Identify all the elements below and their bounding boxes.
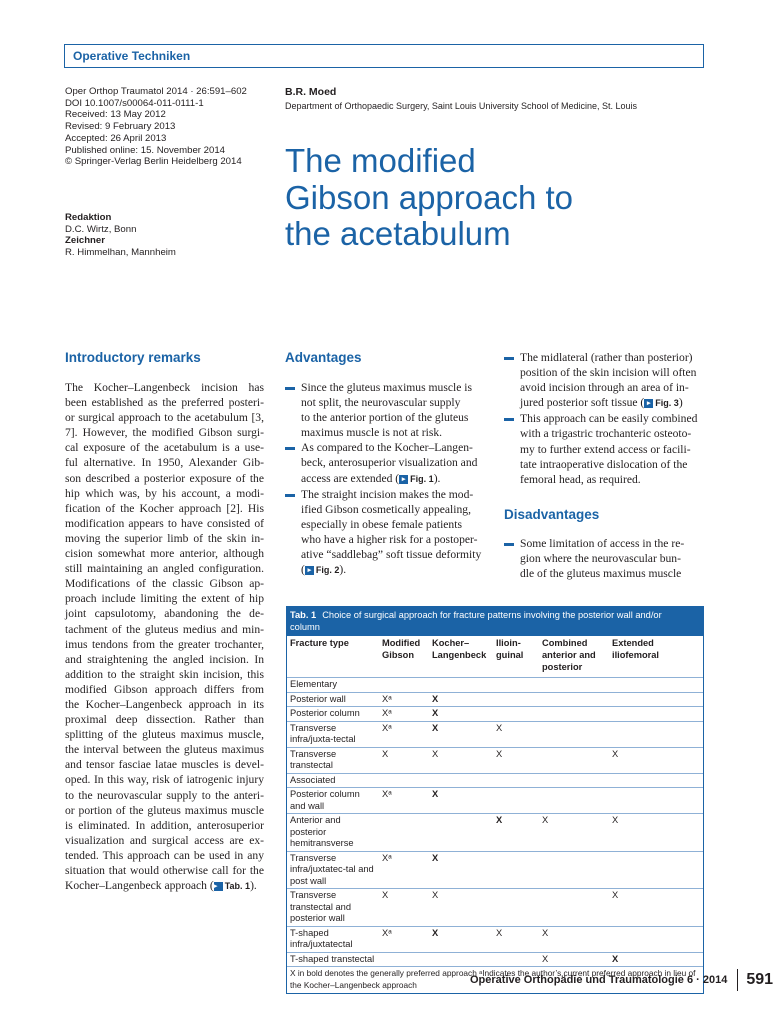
section-header-bar <box>64 44 704 68</box>
table-cell <box>493 889 539 927</box>
meta-line: Accepted: 26 April 2013 <box>65 132 167 144</box>
table-caption-text: column <box>290 622 320 632</box>
intro-line: moving the superior limb of the skin in- <box>65 531 264 545</box>
table-cell <box>539 773 609 788</box>
bullet-line: ative “saddlebag” soft tissue deformity <box>301 548 482 562</box>
table-row <box>287 747 703 773</box>
table-cell: X <box>429 788 493 814</box>
table-row-label: Posterior column <box>287 707 379 722</box>
table-cell <box>429 773 493 788</box>
table-row <box>287 814 703 852</box>
intro-line: the interval between the gluteus maximus <box>65 743 264 757</box>
bullet-line: Some limitation of access in the re- <box>520 537 685 550</box>
table-row <box>287 721 703 747</box>
table-cell: X <box>493 747 539 773</box>
table-cell: X <box>493 721 539 747</box>
editors-block <box>65 212 176 259</box>
table-cell: Xᵃ <box>379 692 429 707</box>
figure-ref-icon: ▸ <box>399 475 408 484</box>
table-row <box>287 851 703 889</box>
bullet-dash <box>285 494 295 497</box>
table-cell: X <box>539 952 609 966</box>
table-cell <box>429 814 493 852</box>
intro-line: son described a posterior exposure of the <box>65 471 264 485</box>
bullet-line: dle of the gluteus maximus muscle <box>520 567 682 581</box>
intro-line: ful alternative. In 1950, Alexander Gib- <box>65 456 264 470</box>
intro-line: addition to the straight skin incision, this <box>65 667 264 681</box>
redaktion-label: Redaktion <box>65 212 112 223</box>
table-header-cell: Combined anterior and posterior <box>542 638 596 672</box>
bullet-dash <box>285 447 295 450</box>
intro-line: the Kocher–Langenbeck approach in its <box>65 697 264 711</box>
table-cell: X <box>429 851 493 889</box>
table-cell <box>379 814 429 852</box>
table-row-label: Transverse infra/juxtatec-tal and post wall <box>287 851 379 889</box>
intro-line: been established as the preferred posteri- <box>65 396 264 410</box>
table-cell: Xᵃ <box>379 707 429 722</box>
table-cell: X <box>493 814 539 852</box>
bullet-line: The midlateral (rather than posterior) <box>520 351 693 364</box>
advantages-heading: Advantages <box>285 350 362 365</box>
bullet-line: This approach can be easily combined <box>520 412 698 426</box>
intro-line: Modifications of the classic Gibson ap- <box>65 577 264 591</box>
bullet-line: ified Gibson cosmetically appealing, <box>301 502 471 516</box>
footer-divider <box>737 969 738 991</box>
bullet-line: tate intraoperative dislocation of the <box>520 457 688 471</box>
intro-line: situation that would otherwise call for the <box>65 864 264 877</box>
bullet-line: jured posterior soft tissue ( ▸ Fig. 3) <box>520 395 706 411</box>
table-cell: X <box>429 926 493 952</box>
intro-line: hip which was, by his account, a modi- <box>65 486 264 500</box>
figure-reference-link[interactable]: ▸ Fig. 2 <box>305 563 340 578</box>
table-row-label: Associated <box>287 773 379 788</box>
intro-line: modified Gibson approach differs from <box>65 682 264 696</box>
table-cell: X <box>429 692 493 707</box>
table-cell: X <box>429 747 493 773</box>
intro-line: proach include limiting the extent of hip <box>65 592 264 606</box>
bullet-line: not split, the neurovascular supply <box>301 396 461 410</box>
table-reference-link[interactable]: ▸ Tab. 1 <box>213 881 251 892</box>
meta-line: © Springer-Verlag Berlin Heidelberg 2014 <box>65 156 242 168</box>
table-cell <box>493 952 539 966</box>
table-caption-text: Choice of surgical approach for fracture patterns involving the posterior wall and/or <box>322 610 662 620</box>
intro-line: or surgical approach to the acetabulum [3, <box>65 411 264 425</box>
table-header-cell: Modified Gibson <box>382 638 421 660</box>
intro-line: tended. This approach can be used in any <box>65 848 264 862</box>
intro-line: is eliminated. In addition, anterosuperior <box>65 818 264 832</box>
intro-line: tachment of the gluteus medius and min- <box>65 622 264 636</box>
intro-line: imus tendons from the greater trochanter, <box>65 637 264 651</box>
intro-text <box>65 380 264 894</box>
table-cell <box>379 773 429 788</box>
meta-line: Revised: 9 February 2013 <box>65 121 176 133</box>
table-row <box>287 926 703 952</box>
figure-ref-icon: ▸ <box>644 399 653 408</box>
section-label: Operative Techniken <box>73 49 191 63</box>
bullet-dash <box>504 543 514 546</box>
table-cell <box>539 721 609 747</box>
table-header-cell: Fracture type <box>290 638 349 648</box>
table-cell: X <box>609 889 703 927</box>
bullet-line: avoid incision through an area of in- <box>520 381 689 395</box>
table-cell <box>493 707 539 722</box>
disadvantage-item <box>504 536 706 581</box>
table-row-label: T-shaped transtectal <box>287 952 379 966</box>
bullet-line: access are extended ( ▸ Fig. 1). <box>301 471 485 487</box>
meta-line: Published online: 15. November 2014 <box>65 144 226 156</box>
table-cell <box>539 692 609 707</box>
table-cell: X <box>379 889 429 927</box>
footnote-line: X in bold denotes the generally preferred approach ᵃIndicates the author’s current preferred approach in lieu of <box>290 968 696 978</box>
table-row <box>287 788 703 814</box>
meta-line: DOI 10.1007/s00064-011-0111-1 <box>65 97 204 109</box>
intro-line: to the neurovascular supply to the anteri- <box>65 788 264 802</box>
meta-line: Received: 13 May 2012 <box>65 109 166 121</box>
table-cell: X <box>429 889 493 927</box>
figure-reference-link[interactable]: ▸ Fig. 1 <box>399 472 434 487</box>
intro-line: modification appears to have consisted of <box>65 516 264 530</box>
table-header-cell: Extended iliofemoral <box>612 638 660 660</box>
author-affiliation: Department of Orthopaedic Surgery, Saint Louis University School of Medicine, St. Louis <box>285 101 638 111</box>
intro-line: and straightening the angled incision. In <box>65 652 264 666</box>
table-cell <box>539 788 609 814</box>
intro-line: visualization and surgical access are ex- <box>65 833 264 847</box>
table-row-label: Transverse transtectal <box>287 747 379 773</box>
table-cell: Xᵃ <box>379 926 429 952</box>
redaktion-name: D.C. Wirtz, Bonn <box>65 223 137 235</box>
table-row-label: Anterior and posterior hemitransverse <box>287 814 379 852</box>
bullet-line: As compared to the Kocher–Langen- <box>301 441 473 455</box>
table-row-label: Transverse infra/juxta-tectal <box>287 721 379 747</box>
table-header-cell: Kocher–Langenbeck <box>432 638 487 660</box>
intro-line: joint capsulotomy, abandoning the de- <box>65 607 264 621</box>
intro-line: Kocher–Langenbeck approach (▸ Tab. 1). <box>65 878 264 894</box>
approach-table <box>286 635 704 994</box>
intro-line: cal exposure of the acetabulum is a use- <box>65 441 264 455</box>
intro-line: splitting of the gluteus maximus muscle, <box>65 728 264 742</box>
bullet-line: The straight incision makes the mod- <box>301 487 474 501</box>
table-cell: X <box>609 952 703 966</box>
advantages-list <box>285 380 485 578</box>
table-row <box>287 889 703 927</box>
advantage-item <box>504 411 706 486</box>
bullet-line: position of the skin incision will often <box>520 366 697 380</box>
table-cell: X <box>609 747 703 773</box>
bullet-line: Since the gluteus maximus muscle is <box>301 381 472 394</box>
intro-line: proximal deep dissection. Rather than <box>65 713 264 727</box>
table-cell <box>493 788 539 814</box>
table-cell: Xᵃ <box>379 851 429 889</box>
title-line: Gibson approach to <box>285 178 574 216</box>
zeichner-label: Zeichner <box>65 235 105 247</box>
intro-line: 7]. However, the modified Gibson surgi- <box>65 426 264 440</box>
intro-line: and tensor fasciae latae muscles is devel- <box>65 758 264 772</box>
intro-line: The Kocher–Langenbeck incision has <box>65 381 264 394</box>
table-cell <box>493 678 539 693</box>
advantage-item <box>504 350 706 411</box>
table-cell: X <box>493 926 539 952</box>
footnote-line: the Kocher–Langenbeck approach <box>290 979 417 990</box>
disadvantages-list <box>504 536 706 581</box>
table-cell <box>609 692 703 707</box>
bullet-dash <box>504 418 514 421</box>
table-cell <box>609 707 703 722</box>
table-row-label: Posterior wall <box>287 692 379 707</box>
journal-name: Operative Orthopädie und Traumatologie 6 · 2014 <box>470 973 728 986</box>
bullet-line: ( ▸ Fig. 2). <box>301 562 485 578</box>
advantage-item <box>285 380 485 440</box>
bullet-line: femoral head, as required. <box>520 472 641 486</box>
figure-reference-link[interactable]: ▸ Fig. 3 <box>644 396 679 411</box>
bullet-line: my to further extend access or facili- <box>520 442 691 456</box>
table-cell <box>539 747 609 773</box>
intro-heading: Introductory remarks <box>65 350 201 365</box>
table-cell <box>379 952 429 966</box>
table-cell <box>429 952 493 966</box>
table-cell <box>493 773 539 788</box>
table-cell: X <box>539 926 609 952</box>
table-row-label: Posterior column and wall <box>287 788 379 814</box>
table-group-row <box>287 773 703 788</box>
table-row-label: Elementary <box>287 678 379 693</box>
intro-line: oped. In this way, risk of iatrogenic injury <box>65 773 264 787</box>
author-name: B.R. Moed <box>285 86 337 98</box>
table-cell <box>539 707 609 722</box>
table-cell: X <box>379 747 429 773</box>
intro-line: fication of the Kocher approach [2]. His <box>65 501 264 515</box>
table-cell: Xᵃ <box>379 721 429 747</box>
table-cell: X <box>429 721 493 747</box>
bullet-line: beck, anterosuperior visualization and <box>301 456 478 470</box>
table-cell <box>379 678 429 693</box>
bullet-line: gion where the neurovascular bun- <box>520 552 681 566</box>
table-cell <box>609 851 703 889</box>
intro-line: still maintaining an angled configuration. <box>65 562 264 576</box>
table-row-label: T-shaped infra/juxtatectal <box>287 926 379 952</box>
table-row <box>287 692 703 707</box>
table-row <box>287 952 703 966</box>
zeichner-name: R. Himmelhan, Mannheim <box>65 247 176 259</box>
table-cell <box>493 851 539 889</box>
table-cell <box>609 926 703 952</box>
advantage-item <box>285 487 485 579</box>
meta-line: Oper Orthop Traumatol 2014 · 26:591–602 <box>65 86 247 97</box>
table-cell <box>539 851 609 889</box>
table-cell <box>609 773 703 788</box>
bullet-line: who have a higher risk for a postoper- <box>301 532 478 546</box>
table-label: Tab. 1 <box>290 610 317 620</box>
bullet-dash <box>285 387 295 390</box>
bullet-line: especially in obese female patients <box>301 517 462 531</box>
table-row <box>287 707 703 722</box>
advantages-list-continued <box>504 350 706 487</box>
intro-line: cision somewhat more anterior, although <box>65 547 264 561</box>
title-line: The modified <box>285 142 476 179</box>
table-cell: X <box>539 814 609 852</box>
article-title <box>285 143 705 253</box>
table-caption <box>286 606 704 636</box>
table-cell: X <box>429 707 493 722</box>
table-cell <box>493 692 539 707</box>
advantage-item <box>285 440 485 486</box>
table-cell <box>609 678 703 693</box>
bullet-line: with a trigastric trochanteric osteoto- <box>520 427 692 441</box>
article-metadata <box>65 86 247 168</box>
table-cell: Xᵃ <box>379 788 429 814</box>
table-row-label: Transverse transtectal and posterior wall <box>287 889 379 927</box>
title-line: the acetabulum <box>285 215 511 252</box>
bullet-line: maximus muscle is not at risk. <box>301 426 443 440</box>
table-cell <box>609 788 703 814</box>
table-cell: X <box>609 814 703 852</box>
table-ref-icon: ▸ <box>214 882 223 891</box>
table-cell <box>539 889 609 927</box>
intro-line: or portion of the gluteus maximus muscle <box>65 803 264 817</box>
table-cell <box>539 678 609 693</box>
figure-ref-icon: ▸ <box>305 566 314 575</box>
table-group-row <box>287 678 703 693</box>
bullet-dash <box>504 357 514 360</box>
page-number: 591 <box>746 971 773 988</box>
page-footer <box>470 969 773 991</box>
table-cell <box>429 678 493 693</box>
table-header-cell: Ilioin-guinal <box>496 638 524 660</box>
table-cell <box>609 721 703 747</box>
disadvantages-heading: Disadvantages <box>504 507 600 522</box>
bullet-line: to the anterior portion of the gluteus <box>301 411 469 425</box>
